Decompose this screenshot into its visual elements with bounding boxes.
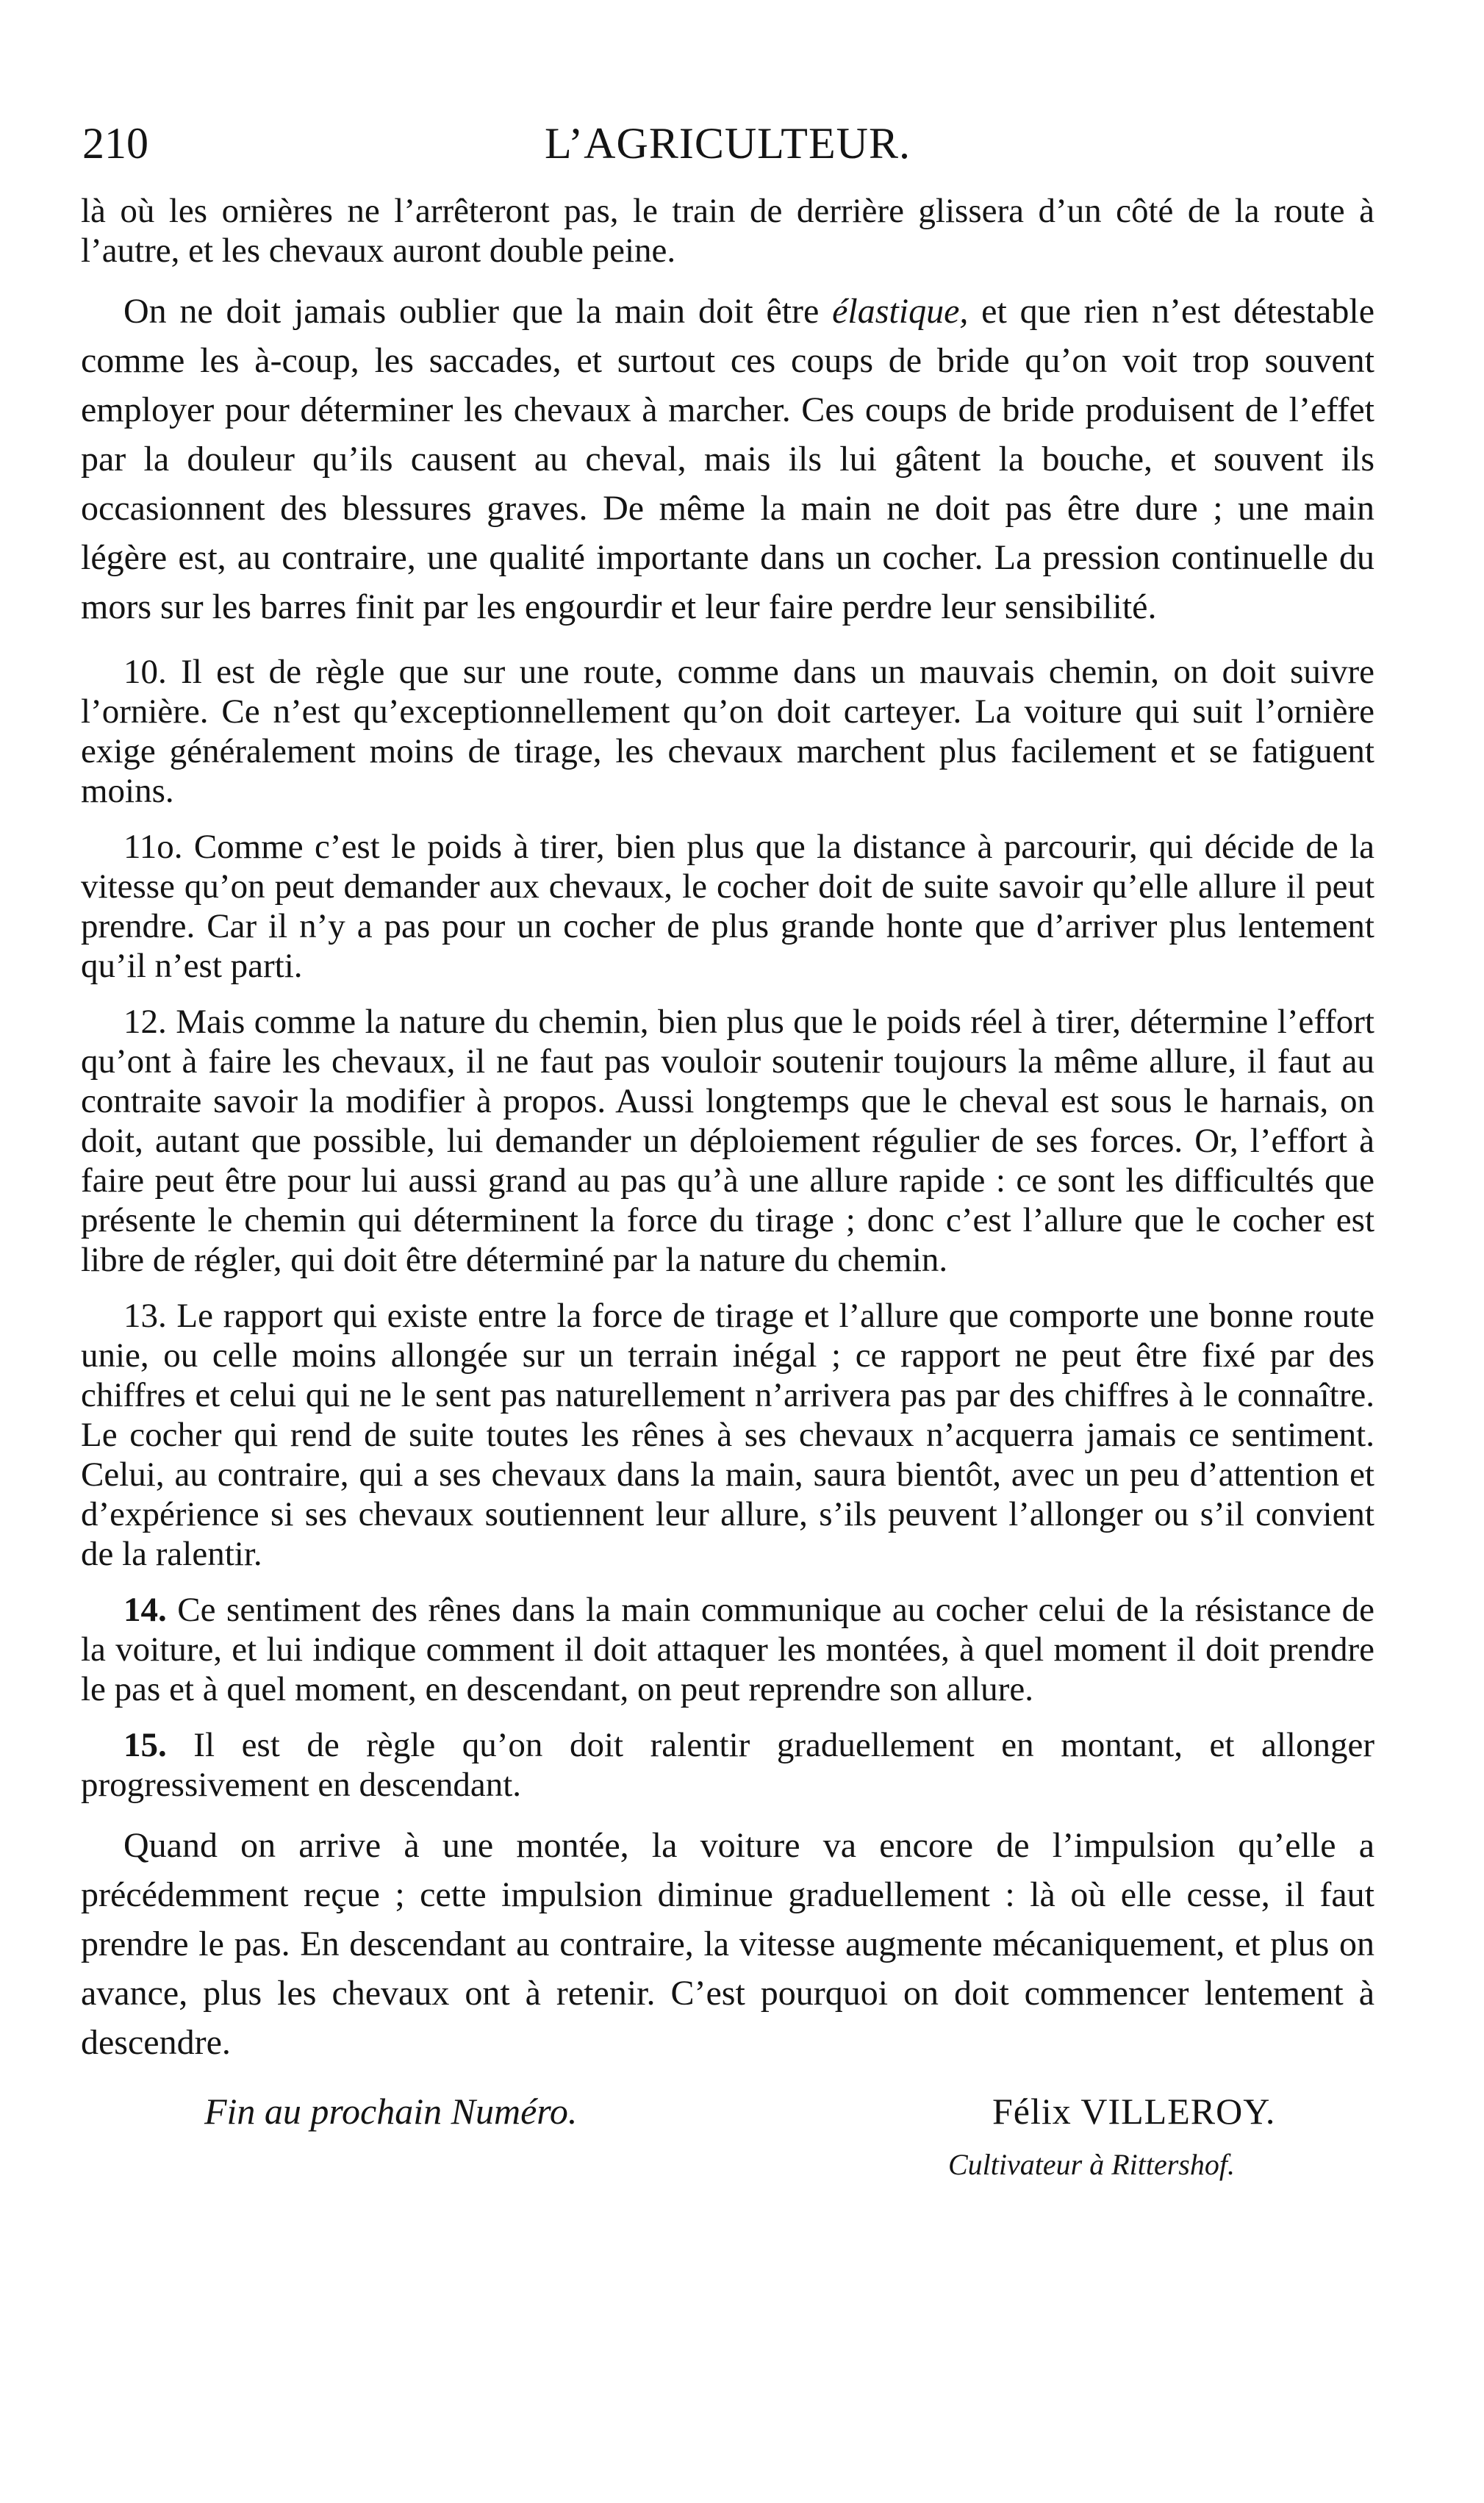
paragraph-text: Il est de règle que sur une route, comme dans un mauvais chemin, on doit suivre l’ornière. Ce n’est qu’exceptionnellement qu’on doit carteyer. La voiture qui suit l’ornière exige généralement moins de tirage, les chevaux marchent plus facilement et se fatiguent moins. [81, 653, 1374, 810]
page-header [81, 110, 1374, 191]
paragraph-number: 15. [123, 1726, 167, 1764]
paragraph-text: Il est de règle qu’on doit ralentir graduellement en montant, et allonger progressivement en descendant. [81, 1726, 1374, 1804]
paragraph-13 [81, 1296, 1374, 1574]
paragraph-text: Le rapport qui existe entre la force de tirage et l’allure que comporte une bonne route unie, ou celle moins allongée sur un terrain inégal ; ce rapport ne peut être fixé par des chiffres et celui qui ne le sent pas naturellement n’arrivera pas par des chiffres à le connaître. Le cocher qui rend de suite toutes les rênes à ses chevaux n’acquerra jamais ce sentiment. Celui, au contraire, qui a ses chevaux dans la main, saura bientôt, avec un peu d’attention et d’expérience si ses chevaux soutiennent leur allure, s’ils peuvent l’allonger ou s’il convient de la ralentir. [81, 1297, 1374, 1573]
paragraph-text: là où les ornières ne l’arrêteront pas, le train de derrière glissera d’un côté de la route à l’autre, et les chevaux auront double peine. [81, 192, 1374, 270]
article-signoff [81, 2089, 1374, 2192]
paragraph-10 [81, 652, 1374, 811]
document-page [81, 110, 1374, 2448]
continued-note: Fin au prochain Numéro. [204, 2091, 578, 2132]
paragraph-15 [81, 1725, 1374, 1805]
paragraph-number: 11o. [123, 828, 183, 866]
paragraph-uphill [81, 1821, 1374, 2067]
paragraph-elastic-hand [81, 287, 1374, 631]
paragraph-number: 14. [123, 1591, 167, 1629]
article-body [81, 191, 1374, 2067]
emphasis-word: élastique, [832, 292, 969, 331]
paragraph-text: Mais comme la nature du chemin, bien plus que le poids réel à tirer, détermine l’effort qu’ont à faire les chevaux, il ne faut pas vouloir soutenir toujours la même allure, il faut au contraite savoir la modifier à propos. Aussi longtemps que le cheval est sous le harnais, on doit, autant que possible, lui demander un déploiement régulier de ses forces. Or, l’effort à faire peut être pour lui aussi grand au pas qu’à une allure rapide : ce sont les difficultés que présente le chemin qui déterminent la force du tirage ; donc c’est l’allure que le cocher est libre de régler, qui doit être déterminé par la nature du chemin. [81, 1003, 1374, 1279]
paragraph-number: 13. [123, 1297, 167, 1335]
paragraph-11 [81, 827, 1374, 986]
paragraph-text: et que rien n’est détestable comme les à-coup, les saccades, et surtout ces coups de bride qu’on voit trop souvent employer pour déterminer les chevaux à marcher. Ces coups de bride produisent de l’effet par la douleur qu’ils causent au cheval, mais ils lui gâtent la bouche, et souvent ils occasionnent des blessures graves. De même la main ne doit pas être dure ; une main légère est, au contraire, une qualité importante dans un cocher. La pression continuelle du mors sur les barres finit par les engourdir et leur faire perdre leur sensibilité. [81, 292, 1375, 626]
paragraph-text: Quand on arrive à une montée, la voiture va encore de l’impulsion qu’elle a précédemment reçue ; cette impulsion diminue graduellement : là où elle cesse, il faut prendre le pas. En descendant au contraire, la vitesse augmente mécaniquement, et plus on avance, plus les chevaux ont à retenir. C’est pourquoi on doit commencer lentement à descendre. [81, 1826, 1374, 2062]
paragraph-text: Ce sentiment des rênes dans la main communique au cocher celui de la résistance de la voiture, et lui indique comment il doit attaquer les montées, à quel moment il doit prendre le pas et à quel moment, en descendant, on peut reprendre son allure. [81, 1591, 1374, 1708]
paragraph-12 [81, 1002, 1374, 1280]
paragraph-text: On ne doit jamais oublier que la main doit être [123, 292, 833, 331]
paragraph-continued [81, 191, 1374, 271]
author-role: Cultivateur à Rittershof. [948, 2148, 1235, 2181]
running-title: L’AGRICULTEUR. [545, 119, 911, 168]
paragraph-number: 10. [123, 653, 167, 691]
paragraph-14 [81, 1590, 1374, 1709]
paragraph-number: 12. [123, 1003, 167, 1041]
page-number: 210 [82, 119, 148, 168]
author-name: Félix VILLEROY. [992, 2091, 1276, 2132]
paragraph-text: Comme c’est le poids à tirer, bien plus que la distance à parcourir, qui décide de la vitesse qu’on peut demander aux chevaux, le cocher doit de suite savoir qu’elle allure il peut prendre. Car il n’y a pas pour un cocher de plus grande honte que d’arriver plus lentement qu’il n’est parti. [81, 828, 1374, 985]
